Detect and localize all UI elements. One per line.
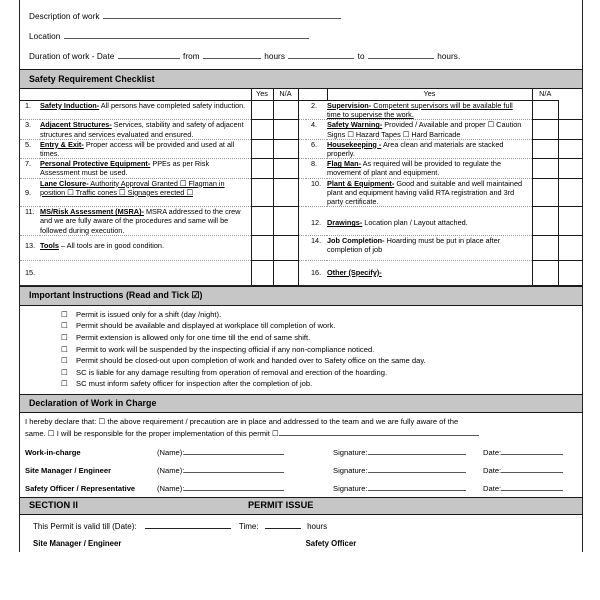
tick-checkbox-icon[interactable]: ☐ [61,379,68,389]
checkbox-na-11[interactable] [273,207,298,236]
important-instructions-list [20,306,582,394]
item-number: 10. [306,178,327,207]
tick-checkbox-icon[interactable]: ☐ [61,367,68,377]
duration-prefix-label: Duration of work - Date [29,51,115,61]
name-label: (Name): [157,466,185,476]
name-field-work-in-charge[interactable] [157,443,333,461]
duration-date-rule[interactable] [118,49,180,59]
checkbox-na-10[interactable] [558,178,583,207]
item-number: 7. [20,159,40,178]
checkbox-yes-7[interactable] [251,159,273,178]
permit-valid-row [20,515,582,536]
date-label: Date: [483,466,502,476]
instruction-text: SC is liable for any damage resulting from operation of removal and erection of the hoarding. [76,367,388,377]
duration-to-rule[interactable] [368,49,434,59]
signatory-label-safety-officer: Safety Officer / Representative [25,484,136,494]
signature-table [20,443,583,497]
item-text-12: Drawings- Location plan / Layout attached. [327,207,532,236]
checkbox-yes-16[interactable] [532,260,558,285]
checkbox-na-16[interactable] [558,260,583,285]
declaration-body [20,413,582,442]
item-text-3: Adjacent Structures- Services, stability and safety of adjacent structures and services evaluated and ensured. [40,120,251,139]
checkbox-na-5[interactable] [273,139,298,158]
item-number: 12. [306,207,327,236]
item-number: 9. [20,178,40,207]
item-number: 8. [306,159,327,178]
checkbox-yes-5[interactable] [251,139,273,158]
name-field-site-manager[interactable] [157,461,333,479]
tick-checkbox-icon[interactable]: ☐ [61,321,68,331]
item-text-5: Entry & Exit- Proper access will be provided and used at all times. [40,139,251,158]
signatory-label-work-in-charge: Work-in-charge [25,448,81,458]
tick-checkbox-icon[interactable]: ☐ [61,344,68,354]
item-text-6: Housekeeping - Area clean and materials are stacked properly. [327,139,532,158]
top-fields-block [20,0,582,69]
declaration-line-1: I hereby declare that: ☐ the above requirement / precaution are in place and addressed to the team and we are fully aware of the [25,416,459,426]
checkbox-na-6[interactable] [558,139,583,158]
checkbox-na-8[interactable] [558,159,583,178]
instruction-text: Permit to work will be suspended by the inspecting official if any non-compliance noticed. [76,344,375,354]
list-item [20,378,582,390]
item-number: 3. [20,120,40,139]
name-label: (Name): [157,484,185,494]
instruction-text: Permit is issued only for a shift (day /night). [76,309,222,319]
list-item [20,332,582,344]
table-row [20,461,583,479]
checkbox-na-15[interactable] [273,260,298,285]
col-header-yes-right: Yes [327,89,532,101]
duration-of-work-field[interactable] [20,46,582,66]
checkbox-yes-11[interactable] [251,207,273,236]
signature-label: Signature: [333,484,368,494]
checkbox-yes-13[interactable] [251,235,273,260]
checkbox-na-1[interactable] [273,100,298,119]
table-row [20,235,583,260]
duration-from-rule[interactable] [203,49,261,59]
checkbox-yes-12[interactable] [532,207,558,236]
checkbox-yes-4[interactable] [532,120,558,139]
table-row [20,100,583,119]
declaration-line-2: same. ☐ I will be responsible for the proper implementation of this permit ☐ [25,429,279,439]
checkbox-yes-10[interactable] [532,178,558,207]
checklist-column-header-row [20,89,583,101]
name-label: (Name): [157,448,185,458]
item-number: 1. [20,100,40,119]
location-rule[interactable] [64,29,309,39]
checkbox-yes-9[interactable] [251,178,273,207]
checkbox-yes-15[interactable] [251,260,273,285]
duration-hours2-label: hours. [437,51,461,61]
list-item [20,344,582,356]
item-text-13: Tools – All tools are in good condition. [40,235,251,260]
col-header-na-right: N/A [532,89,558,101]
checkbox-na-7[interactable] [273,159,298,178]
permit-hours-label: hours [307,521,328,531]
list-item [20,320,582,332]
item-text-7: Personal Protective Equipment- PPEs as per Risk Assessment must be used. [40,159,251,178]
permit-valid-date-rule[interactable] [145,519,231,529]
signature-label: Signature: [333,448,368,458]
item-number: 11. [20,207,40,236]
checkbox-yes-14[interactable] [532,235,558,260]
declaration-rule[interactable] [279,427,479,436]
col-header-na-left: N/A [273,89,298,101]
date-field-site-manager[interactable] [483,461,583,479]
table-row [20,120,583,139]
item-text-9: Lane Closure- Authority Approval Granted ☐ Flagman in position ☐ Traffic cones ☐ Signages erected ☐ [40,178,251,207]
tick-checkbox-icon[interactable]: ☐ [61,309,68,319]
checkbox-na-2[interactable] [558,100,583,119]
section-2-site-manager-label: Site Manager / Engineer [33,538,122,548]
item-text-4: Safety Warning- Provided / Available and proper ☐ Caution Signs ☐ Hazard Tapes ☐ Hard Barricade [327,120,532,139]
checkbox-yes-1[interactable] [251,100,273,119]
section-2-header [20,497,582,515]
checkbox-yes-2[interactable] [532,100,558,119]
checkbox-na-14[interactable] [558,235,583,260]
permit-time-rule[interactable] [265,519,301,529]
instruction-text: Permit extension is allowed only for one time till the end of same shift. [76,332,311,342]
instruction-text: Permit should be closed-out upon completion of work and handed over to Safety office on the same day. [76,356,426,366]
location-label: Location [29,32,61,42]
checkbox-na-3[interactable] [273,120,298,139]
item-number: 14. [306,235,327,260]
checkbox-yes-6[interactable] [532,139,558,158]
signature-field-site-manager[interactable] [333,461,483,479]
date-label: Date: [483,448,502,458]
item-text-1: Safety Induction- All persons have completed safety induction. [40,100,251,119]
item-number: 4. [306,120,327,139]
item-number: 13. [20,235,40,260]
table-row [20,207,583,236]
item-text-16: Other (Specify)- [327,260,532,285]
item-number: 6. [306,139,327,158]
table-row [20,479,583,497]
instruction-text: SC must inform safety officer for inspection after the completion of job. [76,379,313,389]
name-field-safety-officer[interactable] [157,479,333,497]
table-row [20,178,583,207]
item-number: 16. [306,260,327,285]
item-number: 15. [20,260,40,285]
permit-to-work-form [19,0,583,552]
declaration-heading: Declaration of Work in Charge [20,394,582,414]
description-of-work-field[interactable] [20,6,582,26]
item-text-10: Plant & Equipment- Good and suitable and well maintained plant and equipment having valid RTA registration and 3rd party certificate. [327,178,532,207]
checkbox-yes-3[interactable] [251,120,273,139]
item-text-8: Flag Man- As required will be provided to regulate the movement of plant and equipment. [327,159,532,178]
section-2-safety-officer-label: Safety Officer [305,538,357,548]
description-of-work-rule[interactable] [103,9,341,19]
table-row [20,139,583,158]
signatory-label-site-manager: Site Manager / Engineer [25,466,112,476]
duration-hours1-rule[interactable] [288,49,354,59]
item-number: 2. [306,100,327,119]
safety-requirement-checklist-table [20,89,583,286]
duration-hours1-label: hours [264,51,285,61]
item-text-11: MS/Risk Assessment (MSRA)- MSRA addressed to the crew and we are fully aware of the procedures and same will be followed during execution. [40,207,251,236]
date-label: Date: [483,484,502,494]
list-item [20,367,582,379]
checkbox-na-4[interactable] [558,120,583,139]
signature-field-work-in-charge[interactable] [333,443,483,461]
tick-checkbox-icon[interactable]: ☐ [61,356,68,366]
date-field-work-in-charge[interactable] [483,443,583,461]
permit-issue-title: PERMIT ISSUE [248,500,314,511]
table-row [20,159,583,178]
item-text-15[interactable] [40,260,251,285]
table-row [20,260,583,285]
list-item [20,309,582,321]
permit-valid-label: This Permit is valid till (Date): [33,521,137,531]
tick-checkbox-icon[interactable]: ☐ [61,332,68,342]
duration-to-label: to [357,51,365,61]
safety-requirement-checklist-heading: Safety Requirement Checklist [20,69,582,89]
checkbox-na-12[interactable] [558,207,583,236]
description-of-work-label: Description of work [29,12,100,22]
section-2-label: SECTION II [29,500,78,511]
item-text-2: Supervision- Competent supervisors will be available full time to supervise the work. [327,100,532,119]
signature-field-safety-officer[interactable] [333,479,483,497]
date-field-safety-officer[interactable] [483,479,583,497]
checkbox-na-13[interactable] [273,235,298,260]
checkbox-na-9[interactable] [273,178,298,207]
duration-from-label: from [183,51,200,61]
table-row [20,443,583,461]
item-text-14: Job Completion- Hoarding must be put in place after completion of job [327,235,532,260]
item-number: 5. [20,139,40,158]
instruction-text: Permit should be available and displayed at workplace till completion of work. [76,321,336,331]
list-item [20,355,582,367]
permit-time-label: Time: [238,521,259,531]
col-header-yes-left: Yes [251,89,273,101]
important-instructions-heading: Important Instructions (Read and Tick ☑) [20,286,582,306]
location-field[interactable] [20,26,582,46]
signature-label: Signature: [333,466,368,476]
checkbox-yes-8[interactable] [532,159,558,178]
section-2-signatory-row [20,536,582,552]
